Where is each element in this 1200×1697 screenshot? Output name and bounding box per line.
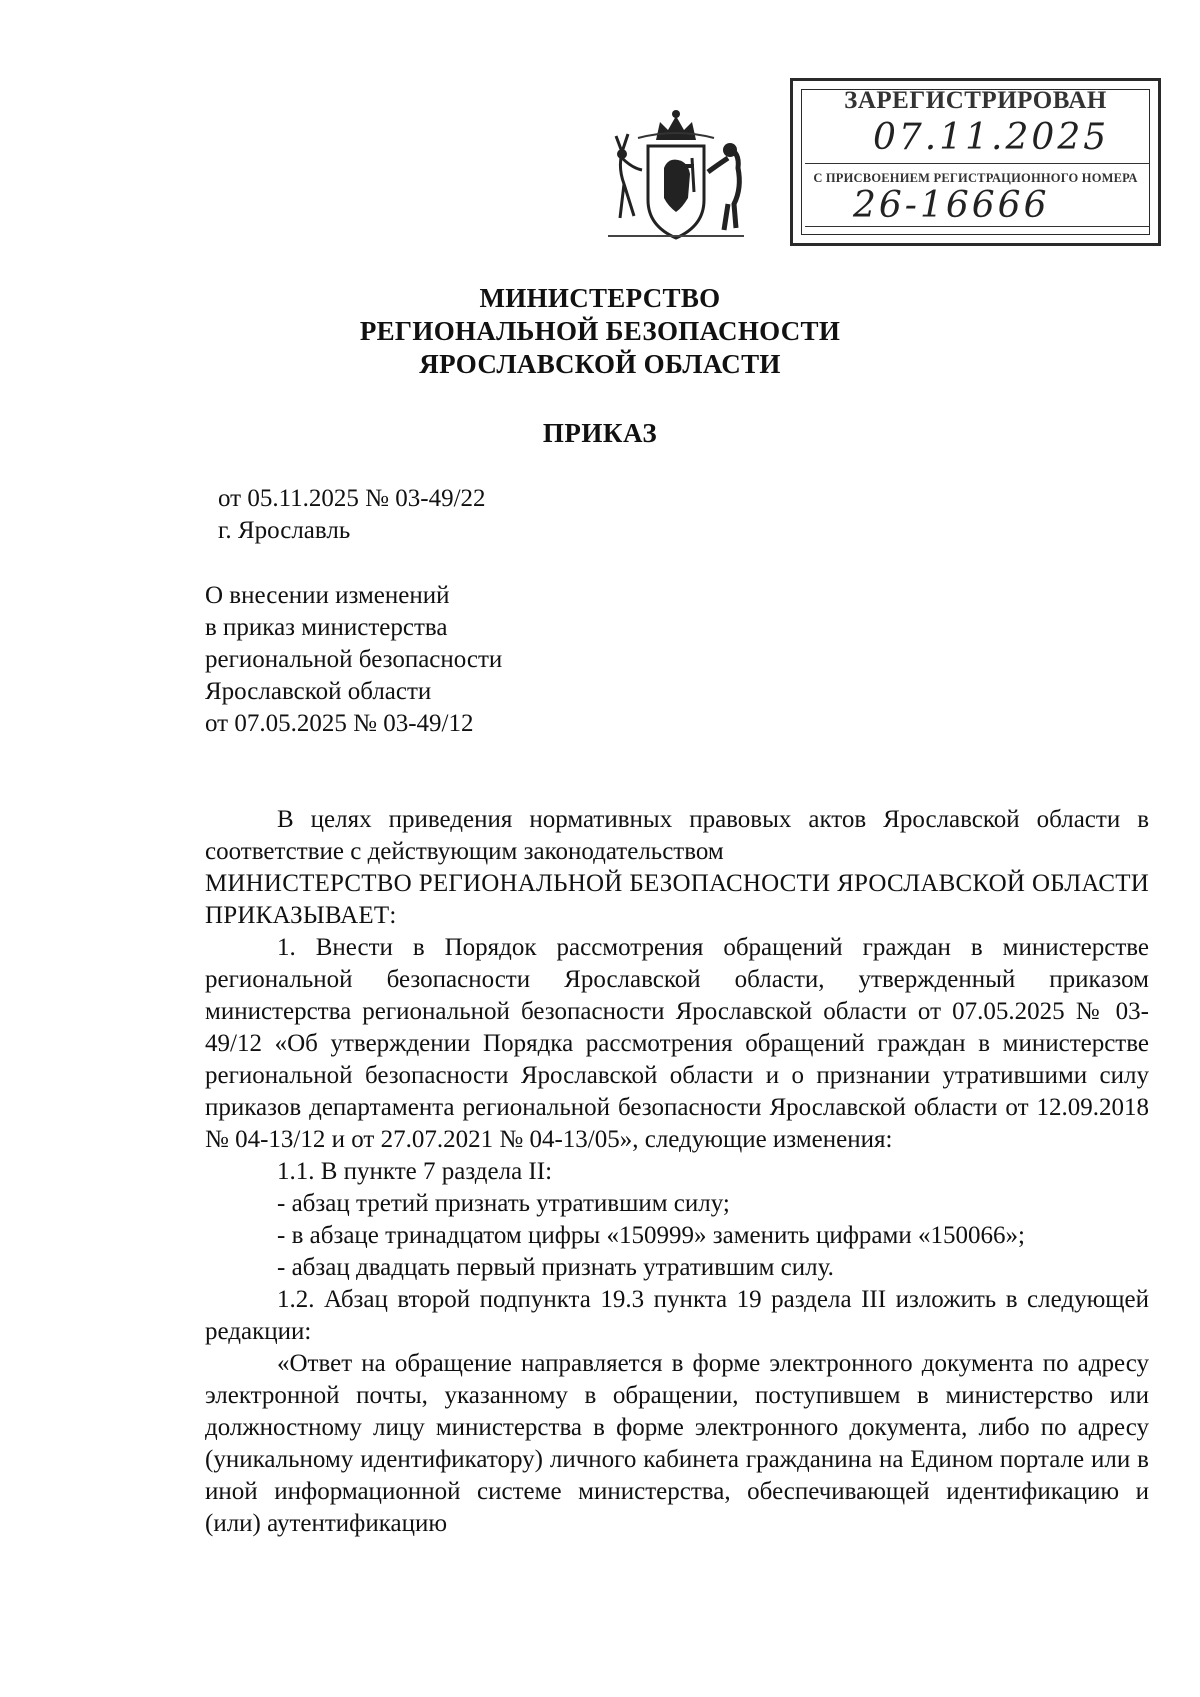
stamp-divider: [805, 226, 1150, 227]
document-meta: [218, 483, 486, 547]
stamp-title: ЗАРЕГИСТРИРОВАН: [844, 87, 1107, 114]
stamp-registration-number: 26-16666: [853, 185, 1050, 226]
item-1-2-paragraph: 1.2. Абзац второй подпункта 19.3 пункта 19 раздела III изложить в следующей редакции:: [205, 1286, 1149, 1345]
coat-of-arms-icon: [598, 108, 754, 248]
registration-stamp: [790, 78, 1161, 246]
city: г. Ярославль: [218, 517, 351, 544]
ministry-heading-line: ЯРОСЛАВСКОЙ ОБЛАСТИ: [419, 349, 781, 379]
subject-line: региональной безопасности: [205, 646, 503, 673]
stamp-date: 07.11.2025: [873, 117, 1110, 158]
subject-line: от 07.05.2025 № 03-49/12: [205, 710, 474, 737]
bullet-paragraph: - абзац двадцать первый признать утратившим силу.: [277, 1254, 834, 1281]
quoted-paragraph: «Ответ на обращение направляется в форме электронного документа по адресу электронной почты, указанному в обращении, поступившем в министерство или должностному лицу министерства в форме электронного документа, либо по адресу (уникальному идентификатору) личного кабинета гражданина на Едином портале или в иной информационной системе министерства, обеспечивающей идентификацию и (или) аутентификацию: [205, 1350, 1149, 1537]
bullet-paragraph: - абзац третий признать утратившим силу;: [277, 1190, 730, 1217]
document-body: [205, 804, 1149, 1540]
subject-line: в приказ министерства: [205, 614, 448, 641]
stamp-divider: [805, 163, 1150, 164]
ministry-heading-line: МИНИСТЕРСТВО: [479, 283, 721, 313]
preamble-paragraph: В целях приведения нормативных правовых актов Ярославской области в соответствие с действующим законодательством: [205, 806, 1149, 865]
ministry-heading: [0, 282, 1200, 381]
document-type-title: ПРИКАЗ: [542, 418, 658, 448]
item-1-1-paragraph: 1.1. В пункте 7 раздела II:: [277, 1158, 553, 1185]
bullet-paragraph: - в абзаце тринадцатом цифры «150999» заменить цифрами «150066»;: [277, 1222, 1025, 1249]
stamp-subtitle: С ПРИСВОЕНИЕМ РЕГИСТРАЦИОННОГО НОМЕРА: [813, 171, 1138, 185]
item-1-paragraph: 1. Внести в Порядок рассмотрения обращений граждан в министерстве региональной безопасности Ярославской области, утвержденный приказом министерства региональной безопасности Ярославской области от 07.05.2025 № 03-49/12 «Об утверждении Порядка рассмотрения обращений граждан в министерстве региональной безопасности Ярославской области и о признании утратившими силу приказов департамента региональной безопасности Ярославской области от 12.09.2018 № 04-13/12 и от 27.07.2021 № 04-13/05», следующие изменения:: [205, 934, 1149, 1153]
date-and-number: от 05.11.2025 № 03-49/22: [218, 485, 486, 512]
subject-line: О внесении изменений: [205, 582, 450, 609]
ministry-heading-line: РЕГИОНАЛЬНОЙ БЕЗОПАСНОСТИ: [359, 316, 841, 346]
subject-line: Ярославской области: [205, 678, 432, 705]
order-statement: МИНИСТЕРСТВО РЕГИОНАЛЬНОЙ БЕЗОПАСНОСТИ ЯРОСЛАВСКОЙ ОБЛАСТИ ПРИКАЗЫВАЕТ:: [205, 870, 1149, 929]
document-subject: [205, 580, 502, 740]
